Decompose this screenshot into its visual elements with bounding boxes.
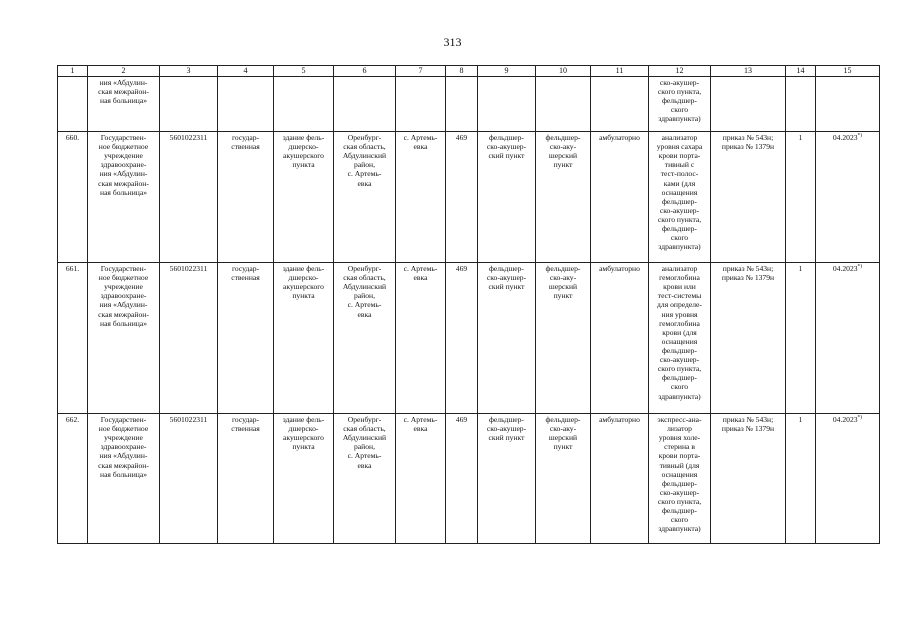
footnote-mark: *) (857, 414, 863, 421)
cell-unit-subtype: фельдшер- ско-аку- шерский пункт (536, 132, 591, 263)
cell-ownership: государ- ственная (218, 132, 274, 263)
cell-institution: Государствен- ное бюджетное учреждение здравоохране- ния «Абдулин- ская межрайон- ная больница» (88, 414, 160, 544)
column-number: 10 (536, 66, 591, 77)
cell-order: приказ № 543н; приказ № 1379н (711, 263, 786, 414)
cell-order (711, 77, 786, 132)
column-number: 11 (591, 66, 649, 77)
cell-date (816, 132, 880, 263)
cell-equipment: экспресс-ана- лизатор уровня холе- стерина в крови порта- тивный (для оснащения фельдшер- ско-акушер- ского пункта, фельдшер- ского здравпункта) (649, 414, 711, 544)
footnote-mark: *) (857, 132, 863, 139)
cell-care-form (591, 77, 649, 132)
cell-building: здание фель- дшерско- акушерского пункта (274, 132, 334, 263)
cell-address (334, 77, 396, 132)
cell-order: приказ № 543н; приказ № 1379н (711, 132, 786, 263)
column-number-row (58, 66, 880, 77)
cell-building: здание фель- дшерско- акушерского пункта (274, 414, 334, 544)
table-row (58, 263, 880, 414)
table-row (58, 132, 880, 263)
cell-ownership (218, 77, 274, 132)
cell-population: 469 (446, 414, 478, 544)
cell-date (816, 414, 880, 544)
column-number: 5 (274, 66, 334, 77)
cell-equipment: анализатор уровня сахара крови порта- тивный с тест-полос- ками (для оснащения фельдшер- ско-акушер- ского пункта, фельдшер- ского здравпункта) (649, 132, 711, 263)
cell-unit-type (478, 77, 536, 132)
cell-unit-type: фельдшер- ско-акушер- ский пункт (478, 414, 536, 544)
cell-ownership: государ- ственная (218, 263, 274, 414)
cell-number: 661. (58, 263, 88, 414)
cell-building: здание фель- дшерско- акушерского пункта (274, 263, 334, 414)
column-number: 3 (160, 66, 218, 77)
column-number: 13 (711, 66, 786, 77)
column-number: 2 (88, 66, 160, 77)
cell-quantity (786, 77, 816, 132)
cell-settlement: с. Артемь- евка (396, 132, 446, 263)
column-number: 4 (218, 66, 274, 77)
cell-unit-subtype: фельдшер- ско-аку- шерский пункт (536, 414, 591, 544)
date-value: 04.2023 (832, 264, 858, 273)
table-row (58, 414, 880, 544)
cell-institution: ния «Абдулин- ская межрайон- ная больница» (88, 77, 160, 132)
registry-table (57, 65, 880, 544)
column-number: 14 (786, 66, 816, 77)
cell-care-form: амбулаторно (591, 132, 649, 263)
cell-address: Оренбург- ская область, Абдулинский район, с. Артемь- евка (334, 263, 396, 414)
cell-unit-subtype: фельдшер- ско-аку- шерский пункт (536, 263, 591, 414)
cell-date (816, 77, 880, 132)
cell-inn: 5601022311 (160, 414, 218, 544)
cell-ownership: государ- ственная (218, 414, 274, 544)
column-number: 15 (816, 66, 880, 77)
cell-unit-type: фельдшер- ско-акушер- ский пункт (478, 263, 536, 414)
cell-address: Оренбург- ская область, Абдулинский район, с. Артемь- евка (334, 414, 396, 544)
cell-number: 660. (58, 132, 88, 263)
page-number: 313 (443, 35, 462, 49)
cell-care-form: амбулаторно (591, 414, 649, 544)
cell-number: 662. (58, 414, 88, 544)
cell-settlement: с. Артемь- евка (396, 263, 446, 414)
cell-quantity: 1 (786, 263, 816, 414)
column-number: 7 (396, 66, 446, 77)
cell-inn (160, 77, 218, 132)
cell-quantity: 1 (786, 414, 816, 544)
cell-unit-type: фельдшер- ско-акушер- ский пункт (478, 132, 536, 263)
cell-population: 469 (446, 132, 478, 263)
cell-equipment: анализатор гемоглобина крови или тест-системы для определе- ния уровня гемоглобина крови (для оснащения фельдшер- ско-акушер- ского пункта, фельдшер- ского здравпункта) (649, 263, 711, 414)
cell-quantity: 1 (786, 132, 816, 263)
cell-number (58, 77, 88, 132)
cell-date (816, 263, 880, 414)
cell-population (446, 77, 478, 132)
footnote-mark: *) (857, 263, 863, 270)
cell-care-form: амбулаторно (591, 263, 649, 414)
continuation-row (58, 77, 880, 132)
cell-institution: Государствен- ное бюджетное учреждение здравоохране- ния «Абдулин- ская межрайон- ная больница» (88, 132, 160, 263)
cell-address: Оренбург- ская область, Абдулинский район, с. Артемь- евка (334, 132, 396, 263)
cell-settlement (396, 77, 446, 132)
cell-inn: 5601022311 (160, 132, 218, 263)
column-number: 6 (334, 66, 396, 77)
cell-settlement: с. Артемь- евка (396, 414, 446, 544)
column-number: 9 (478, 66, 536, 77)
column-number: 1 (58, 66, 88, 77)
cell-order: приказ № 543н; приказ № 1379н (711, 414, 786, 544)
date-value: 04.2023 (832, 133, 858, 142)
cell-population: 469 (446, 263, 478, 414)
cell-inn: 5601022311 (160, 263, 218, 414)
cell-equipment: ско-акушер- ского пункта, фельдшер- ского здравпункта) (649, 77, 711, 132)
cell-institution: Государствен- ное бюджетное учреждение здравоохране- ния «Абдулин- ская межрайон- ная больница» (88, 263, 160, 414)
column-number: 12 (649, 66, 711, 77)
cell-unit-subtype (536, 77, 591, 132)
column-number: 8 (446, 66, 478, 77)
date-value: 04.2023 (832, 415, 858, 424)
cell-building (274, 77, 334, 132)
